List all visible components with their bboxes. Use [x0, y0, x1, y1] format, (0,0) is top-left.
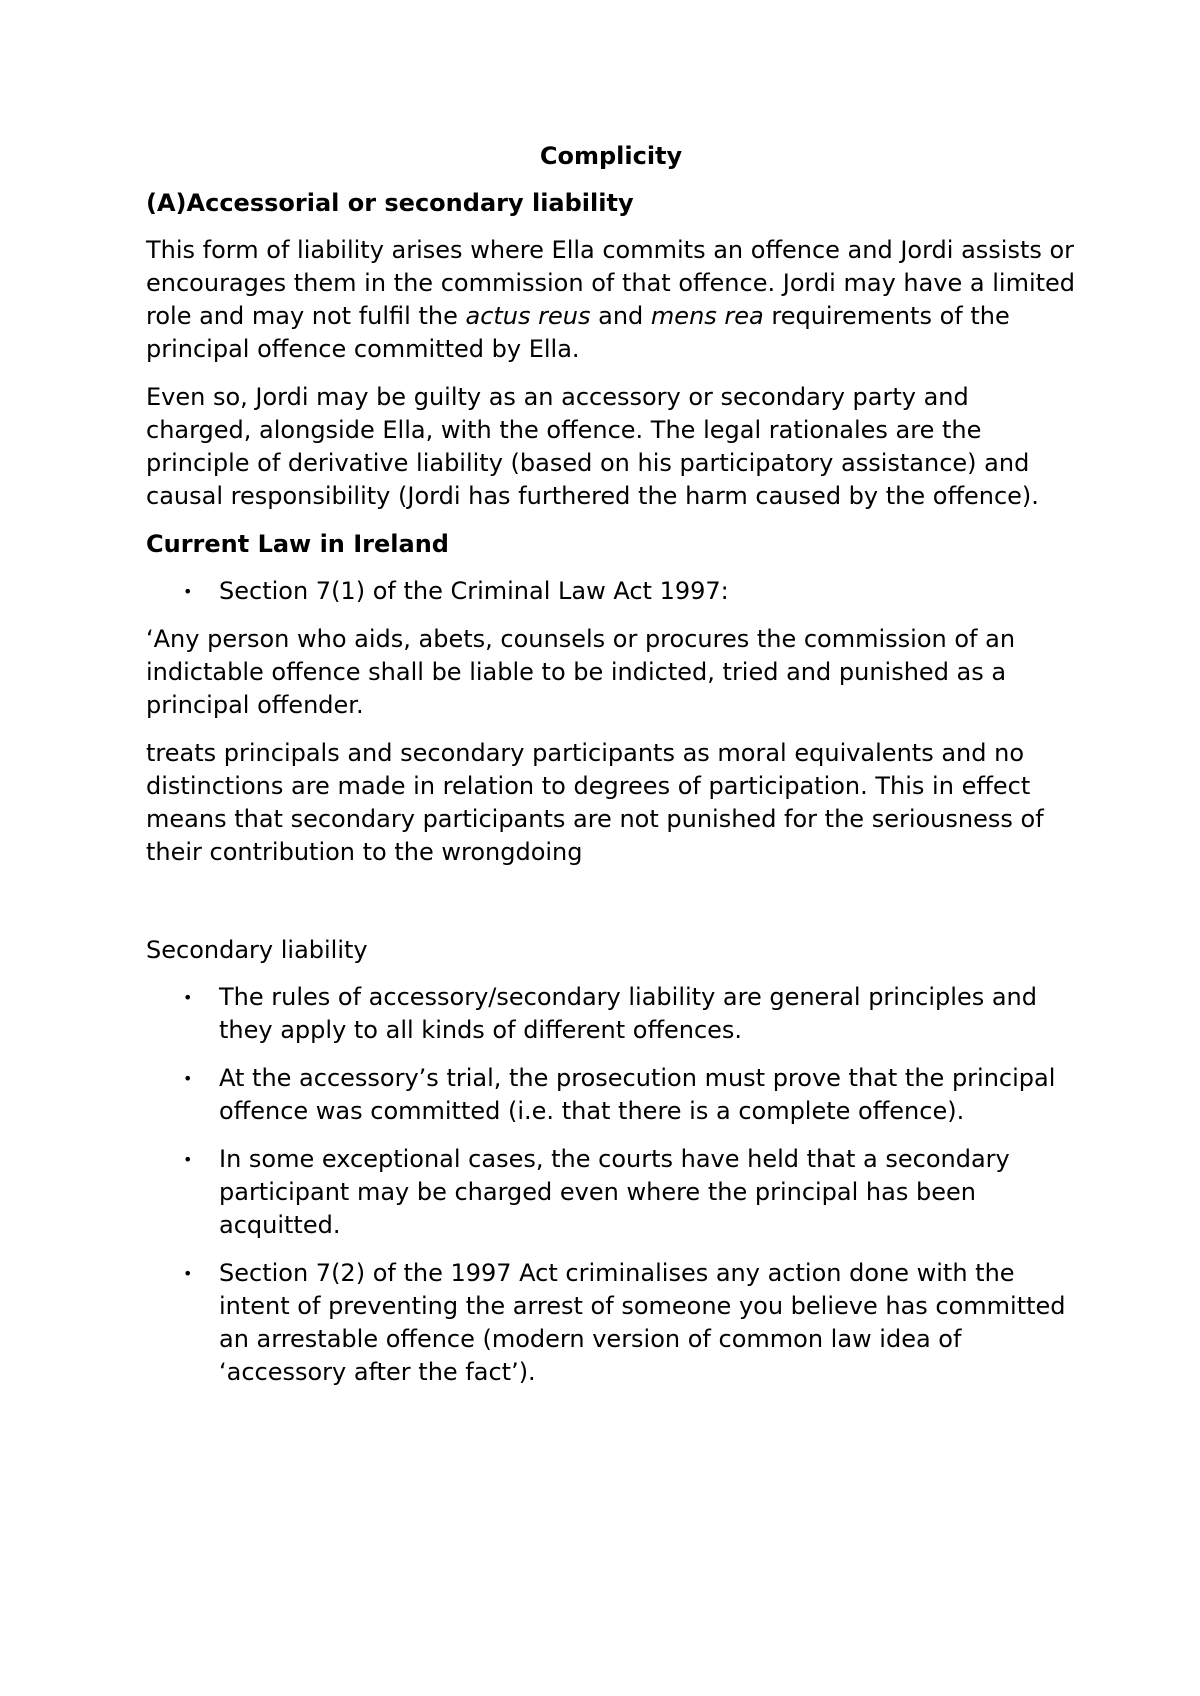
list-item-text: At the accessory’s trial, the prosecution must prove that the principal offence was committed (i.e. that there is a complete offence). [219, 1064, 1056, 1125]
list-item [146, 1143, 1076, 1242]
blank-space [146, 884, 1076, 934]
bullet-icon: • [183, 1150, 193, 1169]
para1-text-and: and [590, 302, 651, 330]
mens-rea-term: mens rea [650, 302, 764, 330]
list-item [146, 1257, 1076, 1389]
list-item [146, 981, 1076, 1047]
bullet-icon: • [183, 582, 193, 601]
para1-text-end: requirements of the principal offence committed by Ella. [146, 302, 1010, 363]
section-a-paragraph-2: Even so, Jordi may be guilty as an accessory or secondary party and charged, alongside Ella, with the offence. The legal rationales are the principle of derivative liability (based on his participatory assistance) and causal responsibility (Jordi has furthered the harm caused by the offence). [146, 383, 1039, 510]
current-law-list [146, 575, 1076, 608]
secondary-liability-heading: Secondary liability [146, 936, 368, 964]
secondary-liability-list [146, 981, 1076, 1389]
bullet-icon: • [183, 988, 193, 1007]
bullet-icon: • [183, 1264, 193, 1283]
list-item-text: Section 7(1) of the Criminal Law Act 1997: [219, 577, 729, 605]
para1-text-start: This form of liability arises where Ella commits an offence and Jordi assists or encourages them in the commission of that offence. Jordi may have a limited role and may not fulfil the [146, 236, 1076, 330]
section-a-paragraph-1 [146, 234, 1076, 366]
document-page [146, 140, 1076, 1404]
current-law-commentary: treats principals and secondary participants as moral equivalents and no distinctions are made in relation to degrees of participation. This in effect means that secondary participants are not punished for the seriousness of their contribution to the wrongdoing [146, 739, 1044, 866]
list-item [146, 575, 1076, 608]
current-law-heading: Current Law in Ireland [146, 530, 449, 558]
section-a-heading: (A)Accessorial or secondary liability [146, 189, 634, 217]
list-item [146, 1062, 1076, 1128]
actus-reus-term: actus reus [465, 302, 591, 330]
list-item-text: In some exceptional cases, the courts have held that a secondary participant may be charged even where the principal has been acquitted. [219, 1145, 1010, 1239]
bullet-icon: • [183, 1069, 193, 1088]
section-7-quote: ‘Any person who aids, abets, counsels or procures the commission of an indictable offence shall be liable to be indicted, tried and punished as a principal offender. [146, 625, 1016, 719]
list-item-text: Section 7(2) of the 1997 Act criminalises any action done with the intent of preventing the arrest of someone you believe has committed an arrestable offence (modern version of common law idea of ‘accessory after the fact’). [219, 1259, 1066, 1386]
list-item-text: The rules of accessory/secondary liability are general principles and they apply to all kinds of different offences. [219, 983, 1037, 1044]
document-title: Complicity [539, 142, 683, 170]
